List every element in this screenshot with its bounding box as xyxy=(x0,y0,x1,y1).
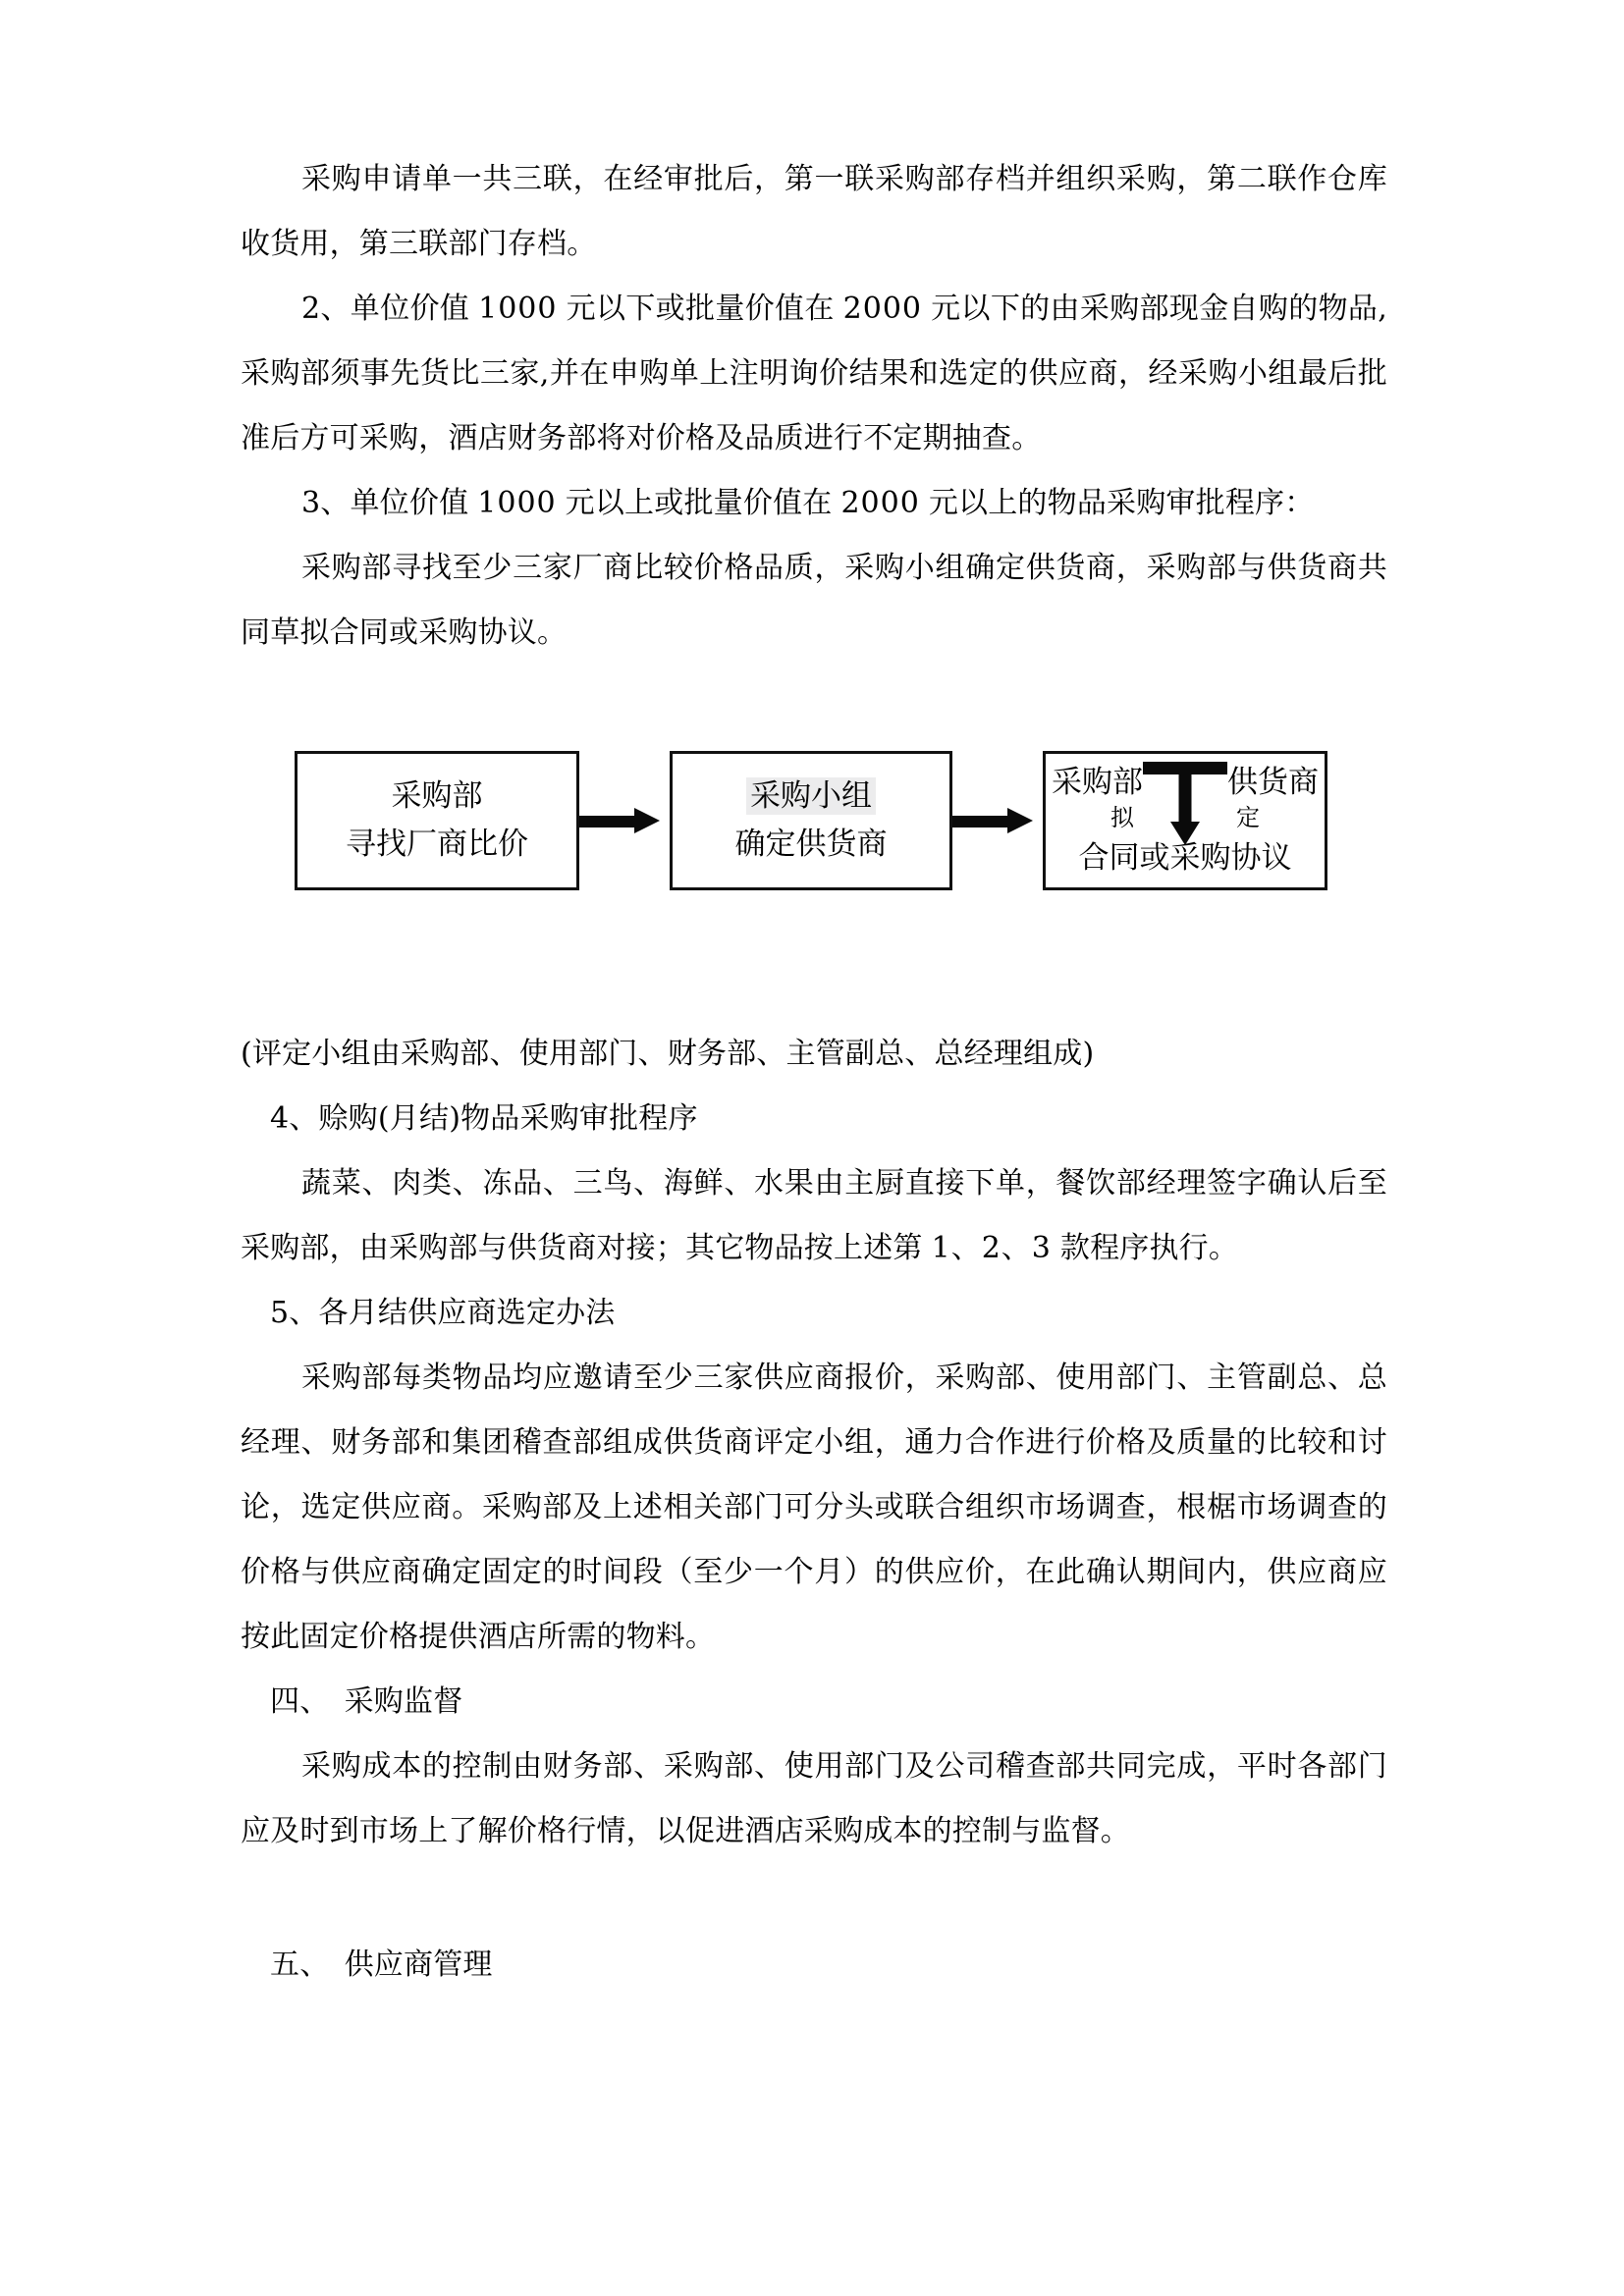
arrow-head xyxy=(634,808,660,833)
down-arrow-head-icon xyxy=(1170,822,1200,845)
flow-box-purchasing-team xyxy=(670,751,952,890)
flow-box-purchasing-department xyxy=(295,751,579,890)
paragraph-purchase-requisition: 采购申请单一共三联，在经审批后，第一联采购部存档并组织采购，第二联作仓库收货用，第三联部门存档。 xyxy=(241,162,1387,261)
item-3-middle: 元以上或批量价值在 xyxy=(565,486,833,520)
item-2-middle: 元以下或批量价值在 xyxy=(566,292,835,326)
paragraph-item-5-body: 采购部每类物品均应邀请至少三家供应商报价，采购部、使用部门、主管副总、总经理、财务部和集团稽查部组成供货商评定小组，通力合作进行价格及质量的比较和讨论，选定供应商。采购部及上述相关部门可分头或联合组织市场调查，根椐市场调查的价格与供应商确定固定的时间段（至少一个月）的供应价，在此确认期间内，供应商应按此固定价格提供酒店所需的物料。 xyxy=(241,1361,1387,1654)
spacer-before-flowchart xyxy=(241,666,1387,734)
paragraph-item-4-body xyxy=(241,1151,1387,1281)
flow-box-contract-agreement xyxy=(1043,751,1327,890)
item-4-body-part-b: 款程序执行。 xyxy=(1059,1231,1239,1265)
spacer-after-flowchart xyxy=(241,906,1387,1022)
paragraph-item-4-title: 4、赊购(月结)物品采购审批程序 xyxy=(270,1101,698,1136)
paragraph-item-5-title: 5、各月结供应商选定办法 xyxy=(270,1296,616,1330)
arrow-head xyxy=(1007,808,1033,833)
right-arrow-icon xyxy=(579,810,670,831)
item-2-amount-unit: 1000 xyxy=(478,292,558,326)
item-3-amount-batch: 2000 xyxy=(840,486,920,520)
purchase-approval-flowchart xyxy=(241,734,1387,906)
paragraph-section-4-body: 采购成本的控制由财务部、采购部、使用部门及公司稽查部共同完成，平时各部门应及时到市场上了解价格行情，以促进酒店采购成本的控制与监督。 xyxy=(241,1749,1387,1848)
item-4-body-part-a: 蔬菜、肉类、冻品、三鸟、海鲜、水果由主厨直接下单，餐饮部经理签字确认后至采购部，由采购部与供货商对接；其它物品按上述第 xyxy=(241,1166,1387,1265)
document-body xyxy=(241,147,1387,1998)
item-2-prefix: 2、单位价值 xyxy=(301,292,470,326)
flow-box-1-line-1: 采购部 xyxy=(391,777,483,814)
item-3-prefix: 3、单位价值 xyxy=(301,486,469,520)
paragraph-item-3 xyxy=(241,471,1387,536)
flow-box-3-left-actor: 采购部 xyxy=(1052,764,1143,800)
flow-box-3-right-actor: 供货商 xyxy=(1227,764,1319,800)
paragraph-evaluation-committee: (评定小组由采购部、使用部门、财务部、主管副总、总经理组成) xyxy=(241,1037,1095,1071)
paragraph-item-2 xyxy=(241,277,1387,471)
item-2-suffix: 元以下的由采购部现金自购的物品,采购部须事先货比三家,并在申购单上注明询价结果和选定的供应商，经采购小组最后批准后方可采购，酒店财务部将对价格及品质进行不定期抽查。 xyxy=(241,292,1387,455)
flow-box-3-verb-right: 定 xyxy=(1236,803,1260,831)
flow-box-2-line-1-text: 采购小组 xyxy=(746,777,876,815)
section-4-heading: 四、 采购监督 xyxy=(270,1684,463,1719)
arrow-shaft xyxy=(579,816,636,828)
paragraph-item-3-detail: 采购部寻找至少三家厂商比较价格品质，采购小组确定供货商，采购部与供货商共同草拟合同或采购协议。 xyxy=(241,551,1387,650)
flow-box-1-line-2: 寻找厂商比价 xyxy=(346,826,528,862)
down-arrow-stem-icon xyxy=(1179,773,1192,824)
flow-box-2-line-2: 确定供货商 xyxy=(734,826,888,862)
right-arrow-icon xyxy=(952,810,1043,831)
arrow-shaft xyxy=(952,816,1009,828)
spacer-before-section-5 xyxy=(241,1864,1387,1933)
item-3-suffix: 元以上的物品采购审批程序： xyxy=(928,486,1315,520)
item-4-referenced-clauses: 1、2、3 xyxy=(931,1231,1052,1265)
section-5-heading: 五、 供应商管理 xyxy=(270,1948,493,1982)
flow-box-3-result: 合同或采购协议 xyxy=(1078,839,1292,876)
flow-box-3-verb-left: 拟 xyxy=(1110,803,1134,831)
flow-box-3-verb-row xyxy=(1046,798,1325,837)
flow-box-2-line-1 xyxy=(746,777,876,814)
item-2-amount-batch: 2000 xyxy=(842,292,923,326)
item-3-amount-unit: 1000 xyxy=(477,486,557,520)
